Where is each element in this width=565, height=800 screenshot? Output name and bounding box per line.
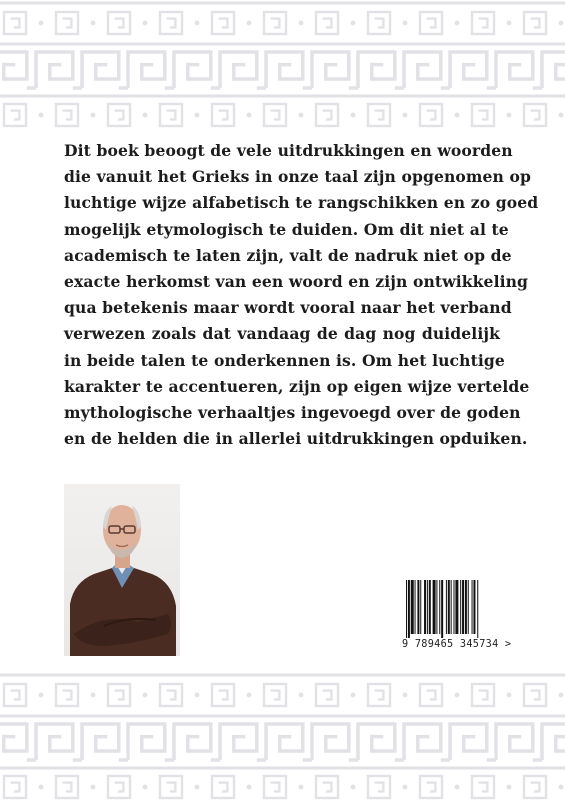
barcode-bar <box>429 580 431 634</box>
barcode-bar <box>446 580 447 634</box>
barcode-bar <box>424 580 426 634</box>
key-motif <box>368 104 407 126</box>
key-motif <box>108 12 147 34</box>
barcode-bar <box>460 580 461 634</box>
blurb-line: mogelijk etymologisch te duiden. Om dit niet al te <box>64 219 509 239</box>
greek-key-border-bottom <box>0 670 565 800</box>
key-motif <box>316 684 355 706</box>
key-motif <box>4 12 43 34</box>
greek-key-border-top <box>0 0 565 135</box>
barcode-bar <box>439 580 440 634</box>
barcode-bar <box>406 580 407 638</box>
barcode-bar <box>454 580 455 634</box>
barcode-bar <box>408 580 410 638</box>
blurb-line: academisch te laten zijn, valt de nadruk niet op de <box>64 245 512 265</box>
greek-key-pattern-icon <box>0 670 565 800</box>
barcode-bar <box>415 580 416 634</box>
barcode-bar <box>473 580 475 634</box>
key-motif <box>472 776 511 798</box>
key-motif <box>160 776 199 798</box>
key-motif <box>4 104 43 126</box>
barcode-bar <box>451 580 452 634</box>
barcode-icon <box>406 580 500 638</box>
barcode-bar <box>436 580 437 634</box>
key-motif <box>420 12 459 34</box>
barcode-bar <box>433 580 436 634</box>
key-motif <box>420 104 459 126</box>
blurb-line: exacte herkomst van een woord en zijn ontwikkeling <box>64 272 529 292</box>
barcode-bar <box>448 580 450 634</box>
key-motif <box>160 104 199 126</box>
blurb-line: luchtige wijze alfabetisch te rangschikken en zo goed <box>64 193 539 213</box>
key-motif <box>264 776 303 798</box>
key-motif <box>368 12 407 34</box>
blurb-line: Dit boek beoogt de vele uitdrukkingen en woorden <box>64 141 513 160</box>
key-motif <box>524 684 563 706</box>
barcode-bar <box>455 580 458 634</box>
barcode-bar <box>472 580 473 634</box>
key-motif <box>316 12 355 34</box>
key-motif <box>212 684 251 706</box>
key-motif <box>524 104 563 126</box>
barcode-bar <box>420 580 421 634</box>
key-motif <box>56 104 95 126</box>
key-motif <box>316 104 355 126</box>
barcode-bar <box>411 580 414 634</box>
key-motif <box>524 12 563 34</box>
key-motif <box>420 684 459 706</box>
key-motif <box>524 776 563 798</box>
key-motif <box>212 776 251 798</box>
blurb-line: verwezen zoals dat vandaag de dag nog duidelijk <box>64 324 500 344</box>
key-motif <box>472 104 511 126</box>
barcode-bar <box>441 580 443 638</box>
key-motif <box>56 684 95 706</box>
key-motif <box>108 776 147 798</box>
key-motif <box>108 104 147 126</box>
key-motif <box>264 104 303 126</box>
key-motif <box>4 684 43 706</box>
key-motif <box>108 684 147 706</box>
blurb-line: qua betekenis maar wordt vooral naar het verband <box>64 298 512 318</box>
isbn-barcode <box>400 578 512 656</box>
blurb-line: karakter te accentueren, zijn op eigen wijze vertelde <box>64 376 530 396</box>
key-motif <box>368 684 407 706</box>
key-motif <box>212 12 251 34</box>
meander-band <box>0 724 565 760</box>
key-motif <box>264 12 303 34</box>
barcode-bar <box>465 580 467 634</box>
key-motif <box>212 104 251 126</box>
isbn-number: 9 789465 345734 > <box>402 639 512 650</box>
author-photo <box>64 484 180 656</box>
key-motif <box>264 684 303 706</box>
barcode-bar <box>417 580 419 634</box>
key-motif <box>160 684 199 706</box>
blurb-line: en de helden die in allerlei uitdrukkingen opduiken. <box>64 429 528 449</box>
barcode-bar <box>427 580 428 634</box>
key-motif <box>420 776 459 798</box>
key-motif <box>368 776 407 798</box>
key-motif <box>4 776 43 798</box>
key-motif <box>316 776 355 798</box>
blurb-line: in beide talen te onderkennen is. Om het luchtige <box>64 350 505 370</box>
key-motif <box>472 684 511 706</box>
key-motif <box>56 776 95 798</box>
blurb-line: mythologische verhaaltjes ingevoegd over de goden <box>64 403 521 423</box>
key-motif <box>56 12 95 34</box>
barcode-bar <box>462 580 464 634</box>
meander-band <box>0 52 565 88</box>
greek-key-pattern-icon <box>0 0 565 135</box>
key-motif <box>472 12 511 34</box>
barcode-bar <box>468 580 469 634</box>
blurb-line: die vanuit het Grieks in onze taal zijn opgenomen op <box>64 167 531 187</box>
barcode-bar <box>477 580 478 638</box>
key-motif <box>160 12 199 34</box>
back-cover-blurb <box>64 138 539 452</box>
author-portrait-icon <box>64 484 180 656</box>
